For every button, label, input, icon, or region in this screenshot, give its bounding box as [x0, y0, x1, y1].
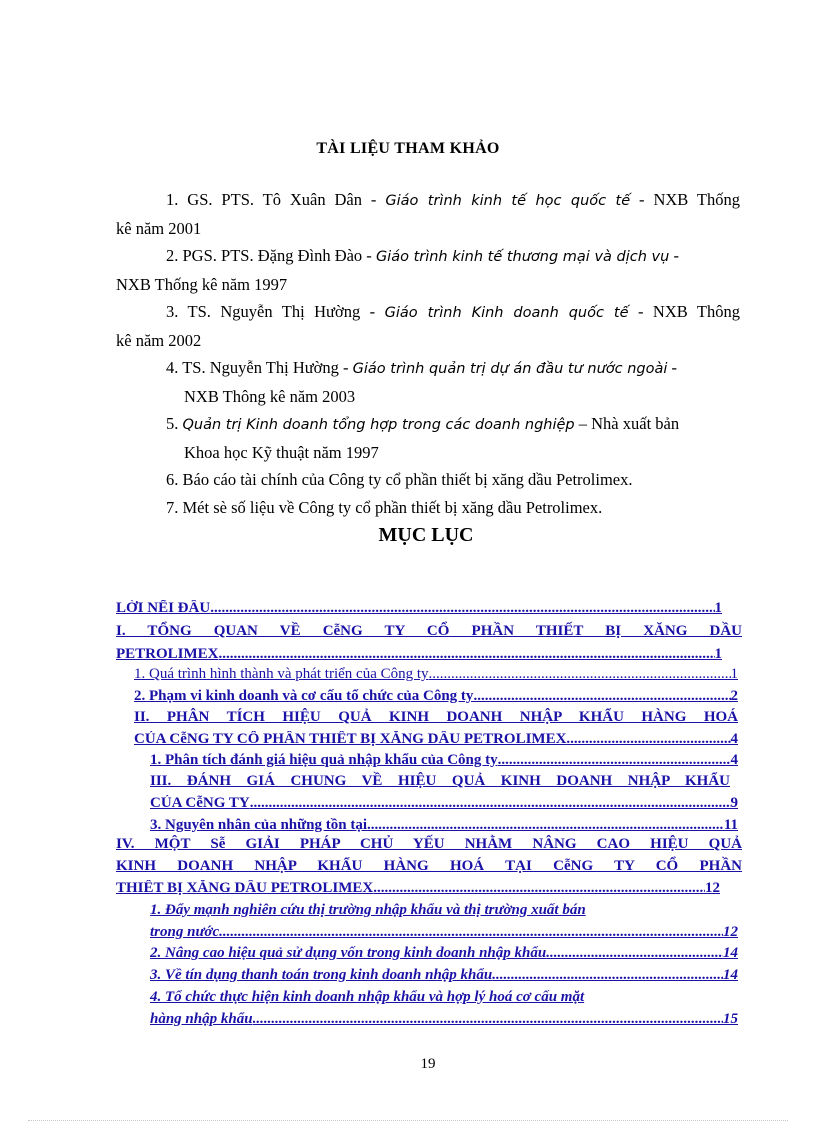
reference-publisher: – Nhà xuất bản	[574, 414, 680, 433]
toc-entry-4-3[interactable]	[150, 967, 738, 984]
reference-item-7	[166, 494, 740, 522]
reference-publisher-cont: kê năm 2002	[116, 331, 202, 350]
toc-leader-dots	[367, 817, 724, 834]
toc-entry-4-2[interactable]	[150, 945, 738, 962]
reference-author: GS. PTS. Tô Xuân Dân -	[187, 190, 386, 209]
toc-entry-title: THIẾT BỊ XĂNG DẦU PETROLIMEX	[116, 880, 374, 896]
toc-entry-4-4[interactable]	[150, 1011, 738, 1028]
reference-number: 1.	[166, 190, 179, 209]
toc-entry-1-1[interactable]	[134, 666, 738, 683]
reference-author: Mét sè số liệu về Công ty cổ phần thiết bị xăng dầu Petrolimex.	[182, 498, 603, 517]
references-heading: TÀI LIỆU THAM KHẢO	[316, 140, 500, 157]
toc-entry-preface[interactable]	[116, 600, 722, 617]
reference-item-3	[116, 298, 740, 355]
toc-entry-2-1[interactable]	[150, 752, 738, 769]
reference-item-6	[166, 466, 740, 494]
toc-leader-dots	[566, 731, 730, 748]
toc-entry-page: 9	[730, 795, 738, 811]
toc-entry-page: 14	[723, 945, 738, 961]
toc-leader-dots	[429, 666, 731, 683]
toc-leader-dots	[373, 880, 705, 897]
toc-entry-page: 4	[730, 752, 738, 768]
toc-entry-section-1-line1[interactable]: I. TỔNG QUAN VỀ CễNG TY CỔ PHẦN THIẾT BỊ XĂNG DẦU	[116, 623, 742, 639]
reference-author: Báo cáo tài chính của Công ty cổ phần thiết bị xăng dầu Petrolimex.	[182, 470, 633, 489]
reference-title: Giáo trình quản trị dự án đầu tư nước ngoài	[352, 361, 668, 377]
toc-entry-4-1[interactable]	[150, 924, 738, 941]
reference-title: Giáo trình kinh tế học quốc tế	[385, 193, 631, 209]
toc-leader-dots	[210, 600, 714, 617]
toc-entry-title: CỦA CễNG TY CỔ PHẦN THIẾT BỊ XĂNG DẦU PETROLIMEX	[134, 731, 567, 747]
toc-entry-page: 11	[723, 817, 738, 833]
toc-entry-page: 1	[714, 646, 722, 662]
reference-number: 7.	[166, 498, 179, 517]
toc-entry-section-3-line1[interactable]: III. ĐÁNH GIÁ CHUNG VỀ HIỆU QUẢ KINH DOANH NHẬP KHẨU	[150, 773, 730, 789]
reference-publisher-cont: NXB Thông kê năm 2003	[184, 387, 356, 406]
reference-item-2	[116, 242, 740, 299]
reference-publisher-cont: NXB Thống kê năm 1997	[116, 275, 288, 294]
reference-number: 4.	[166, 358, 179, 377]
reference-number: 3.	[166, 302, 179, 321]
toc-leader-dots	[473, 688, 730, 705]
toc-entry-title: 2. Phạm vi kinh doanh và cơ cấu tổ chức của Công ty	[134, 688, 474, 704]
toc-entry-4-1-line1[interactable]: 1. Đẩy mạnh nghiên cứu thị trường nhập khẩu và thị trường xuất bán	[150, 902, 586, 918]
reference-number: 2.	[166, 246, 179, 265]
toc-entry-page: 1	[714, 600, 722, 616]
reference-publisher: -	[667, 358, 678, 377]
toc-entry-title: 2. Nâng cao hiệu quả sử dụng vốn trong kinh doanh nhập khẩu	[150, 945, 547, 961]
reference-title: Quản trị Kinh doanh tổng hợp trong các doanh nghiệp	[182, 417, 575, 433]
toc-entry-page: 14	[723, 967, 738, 983]
reference-publisher-cont: Khoa học Kỹ thuật năm 1997	[184, 443, 379, 462]
toc-entry-page: 4	[730, 731, 738, 747]
toc-entry-page: 1	[730, 666, 738, 682]
toc-entry-page: 15	[723, 1011, 738, 1027]
toc-entry-section-2-line1[interactable]: II. PHÂN TÍCH HIỆU QUẢ KINH DOANH NHẬP KHẨU HÀNG HOÁ	[134, 709, 738, 725]
reference-publisher: - NXB Thông	[628, 302, 740, 321]
toc-entry-title: 3. Nguyên nhân của những tồn tại	[150, 817, 367, 833]
toc-leader-dots	[492, 967, 723, 984]
toc-entry-section-4[interactable]	[116, 880, 720, 897]
reference-number: 5.	[166, 414, 179, 433]
toc-entry-title: 1. Quá trình hình thành và phát triển của Công ty	[134, 666, 429, 682]
toc-entry-title: trong nước	[150, 924, 220, 940]
reference-number: 6.	[166, 470, 179, 489]
reference-title: Giáo trình Kinh doanh quốc tế	[384, 305, 629, 321]
toc-entry-section-1[interactable]	[116, 646, 722, 663]
toc-entry-4-4-line1[interactable]: 4. Tổ chức thực hiện kinh doanh nhập khẩu và hợp lý hoá cơ cấu mặt	[150, 989, 585, 1005]
reference-publisher: - NXB Thống	[630, 190, 740, 209]
toc-leader-dots	[219, 646, 715, 663]
toc-leader-dots	[546, 945, 723, 962]
reference-publisher: -	[669, 246, 679, 265]
page-number: 19	[420, 1056, 436, 1072]
reference-title: Giáo trình kinh tế thương mại và dịch vụ	[375, 249, 670, 265]
toc-entry-section-2[interactable]	[134, 731, 738, 748]
toc-leader-dots	[219, 924, 723, 941]
reference-author: PGS. PTS. Đặng Đình Đào -	[182, 246, 376, 265]
reference-item-5	[166, 410, 740, 467]
reference-author: TS. Nguyễn Thị Hường -	[182, 358, 353, 377]
toc-entry-title: 3. Về tín dụng thanh toán trong kinh doanh nhập khẩu	[150, 967, 493, 983]
toc-entry-page: 12	[723, 924, 738, 940]
toc-entry-section-4-line2[interactable]: KINH DOANH NHẬP KHẨU HÀNG HOÁ TẠI CễNG TY CỔ PHẦN	[116, 858, 742, 874]
reference-author: TS. Nguyễn Thị Hường -	[187, 302, 385, 321]
reference-item-1	[116, 186, 740, 243]
toc-entry-section-3[interactable]	[150, 795, 738, 812]
reference-item-4	[166, 354, 740, 411]
reference-publisher-cont: kê năm 2001	[116, 219, 202, 238]
toc-leader-dots	[250, 795, 731, 812]
toc-heading: MỤC LỤC	[378, 524, 474, 546]
toc-leader-dots	[498, 752, 731, 769]
toc-entry-3-3[interactable]	[150, 817, 738, 834]
toc-entry-title: LỜI NỂI ĐẦU	[116, 600, 211, 616]
toc-leader-dots	[253, 1011, 723, 1028]
toc-entry-title: PETROLIMEX	[116, 646, 219, 662]
toc-entry-page: 12	[705, 880, 720, 896]
page-bottom-divider	[28, 1120, 788, 1121]
toc-entry-title: 1. Phân tích đánh giá hiệu quả nhập khẩu của Công ty	[150, 752, 498, 768]
toc-entry-page: 2	[730, 688, 738, 704]
toc-entry-section-4-line1[interactable]: IV. MỘT Sễ GIẢI PHÁP CHỦ YẾU NHẰM NÂNG CAO HIỆU QUẢ	[116, 836, 742, 852]
toc-entry-title: hàng nhập khẩu	[150, 1011, 253, 1027]
toc-entry-title: CỦA CễNG TY	[150, 795, 250, 811]
toc-entry-1-2[interactable]	[134, 688, 738, 705]
